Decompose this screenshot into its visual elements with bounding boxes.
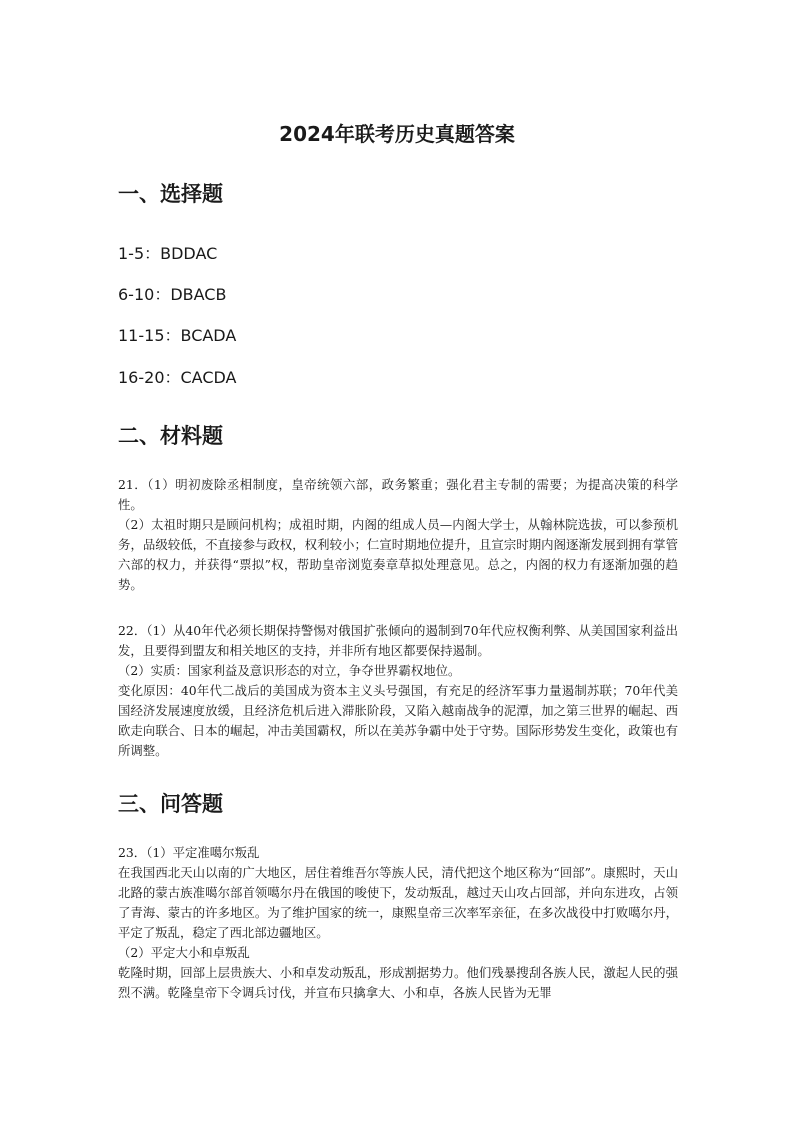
- question-21-answer: [118, 475, 678, 595]
- q23-part-1-title: 23．（1）平定准噶尔叛乱: [118, 845, 260, 860]
- answer-line-16-20: 16-20：CACDA: [118, 368, 237, 387]
- section-heading-qa: 三、问答题: [118, 791, 223, 816]
- q21-part-2: （2）太祖时期只是顾问机构；成祖时期，内阁的组成人员—内阁大学士，从翰林院选拔，可以参预机务，品级较低，不直接参与政权，权利较小；仁宣时期地位提升，且宣宗时期内阁逐渐发展到拥有掌管六部的权力，并获得“票拟”权，帮助皇帝浏览奏章草拟处理意见。总之，内阁的权力有逐渐加强的趋势。: [118, 517, 678, 592]
- answer-line-11-15: 11-15：BCADA: [118, 326, 237, 345]
- document-title: 2024年联考历史真题答案: [279, 122, 515, 146]
- q23-part-2-body: 乾隆时期，回部上层贵族大、小和卓发动叛乱，形成割据势力。他们残暴搜刮各族人民，激起人民的强烈不满。乾隆皇帝下令调兵讨伐，并宣布只擒拿大、小和卓，各族人民皆为无罪: [118, 965, 678, 1000]
- q21-part-1: 21．（1）明初废除丞相制度，皇帝统领六部，政务繁重；强化君主专制的需要；为提高决策的科学性。: [118, 477, 678, 512]
- q22-part-2: （2）实质：国家利益及意识形态的对立，争夺世界霸权地位。: [118, 663, 461, 678]
- q22-part-1: 22．（1）从40年代必须长期保持警惕对俄国扩张倾向的遏制到70年代应权衡利弊、从美国国家利益出发，且要得到盟友和相关地区的支持，并非所有地区都要保持遏制。: [118, 623, 678, 658]
- section-heading-choice: 一、选择题: [118, 181, 223, 206]
- question-23-answer: [118, 843, 678, 1003]
- q22-part-3: 变化原因：40年代二战后的美国成为资本主义头号强国，有充足的经济军事力量遏制苏联；70年代美国经济发展速度放缓，且经济危机后进入滞胀阶段，又陷入越南战争的泥潭，加之第三世界的崛起、西欧走向联合、日本的崛起，冲击美国霸权，所以在美苏争霸中处于守势。国际形势发生变化，政策也有所调整。: [118, 683, 678, 758]
- answer-line-6-10: 6-10：DBACB: [118, 285, 227, 304]
- answer-line-1-5: 1-5：BDDAC: [118, 244, 218, 263]
- question-22-answer: [118, 621, 678, 761]
- section-heading-material: 二、材料题: [118, 423, 223, 448]
- q23-part-2-title: （2）平定大小和卓叛乱: [118, 945, 250, 960]
- q23-part-1-body: 在我国西北天山以南的广大地区，居住着维吾尔等族人民，清代把这个地区称为“回部”。康熙时，天山北路的蒙古族准噶尔部首领噶尔丹在俄国的唆使下，发动叛乱，越过天山攻占回部，并向东进攻，占领了青海、蒙古的许多地区。为了维护国家的统一，康熙皇帝三次率军亲征，在多次战役中打败噶尔丹，平定了叛乱，稳定了西北部边疆地区。: [118, 865, 678, 940]
